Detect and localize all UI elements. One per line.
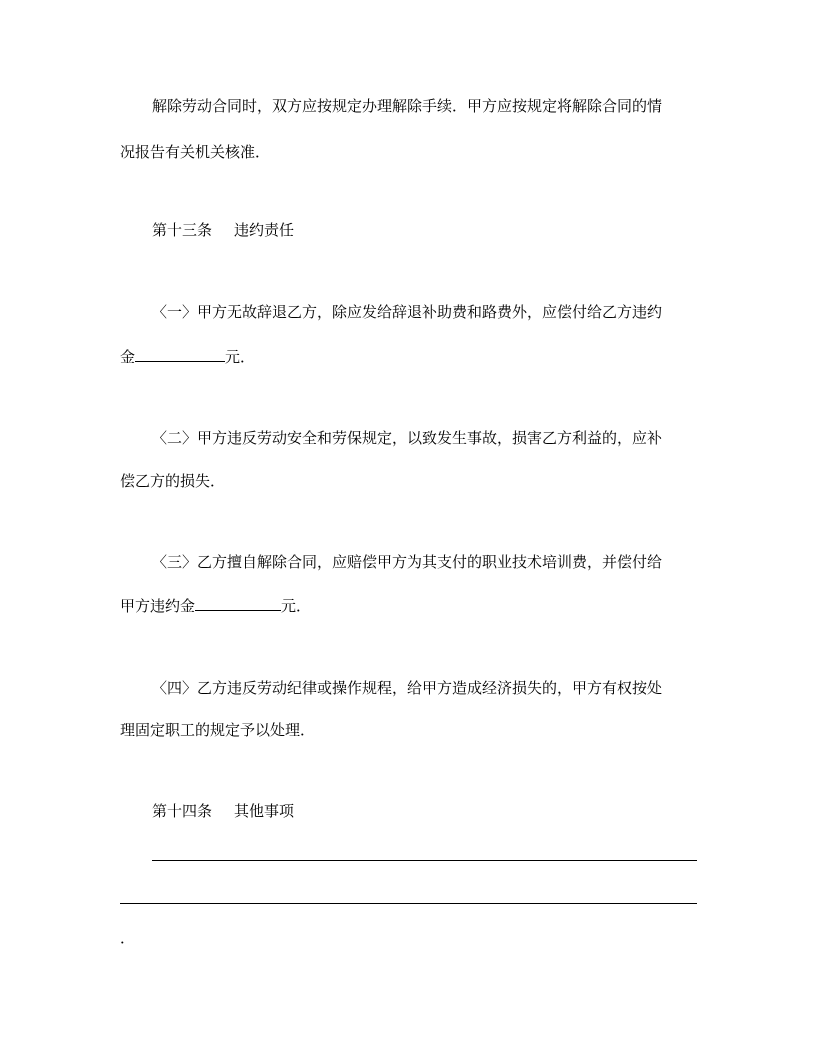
clause-3-prefix: 甲方违约金 xyxy=(120,597,196,615)
article-14-number: 第十四条 xyxy=(152,802,213,820)
clause-1-suffix: 元． xyxy=(225,348,256,366)
penalty-amount-blank[interactable] xyxy=(135,347,225,362)
clause-1-line-1: 〈一〉甲方无故辞退乙方，除应发给辞退补助费和路费外，应偿付给乙方违约 xyxy=(152,303,663,321)
clause-4-line-2: 理固定职工的规定予以处理． xyxy=(120,721,316,739)
article-13-heading xyxy=(152,220,294,240)
clause-2-line-2: 偿乙方的损失． xyxy=(120,472,226,490)
clause-3-line-2 xyxy=(120,596,311,616)
clause-4-line-1: 〈四〉乙方违反劳动纪律或操作规程，给甲方造成经济损失的，甲方有权按处 xyxy=(152,679,663,697)
article-13-title: 违约责任 xyxy=(234,221,295,239)
article-13-number: 第十三条 xyxy=(152,221,213,239)
penalty-amount-blank[interactable] xyxy=(195,596,281,611)
clause-1-prefix: 金 xyxy=(120,348,136,366)
other-matters-blank-line[interactable] xyxy=(152,860,697,861)
clause-2-line-1: 〈二〉甲方违反劳动安全和劳保规定，以致发生事故，损害乙方利益的，应补 xyxy=(152,429,663,447)
end-mark: ． xyxy=(120,929,136,947)
release-paragraph-line-2: 况报告有关机关核准． xyxy=(120,143,271,161)
clause-3-suffix: 元． xyxy=(281,597,312,615)
release-paragraph-line-1: 解除劳动合同时，双方应按规定办理解除手续．甲方应按规定将解除合同的情 xyxy=(152,97,663,115)
article-14-heading xyxy=(152,801,294,821)
article-14-title: 其他事项 xyxy=(234,802,295,820)
clause-1-line-2 xyxy=(120,347,255,367)
clause-3-line-1: 〈三〉乙方擅自解除合同，应赔偿甲方为其支付的职业技术培训费，并偿付给 xyxy=(152,553,663,571)
other-matters-blank-line[interactable] xyxy=(120,903,697,904)
